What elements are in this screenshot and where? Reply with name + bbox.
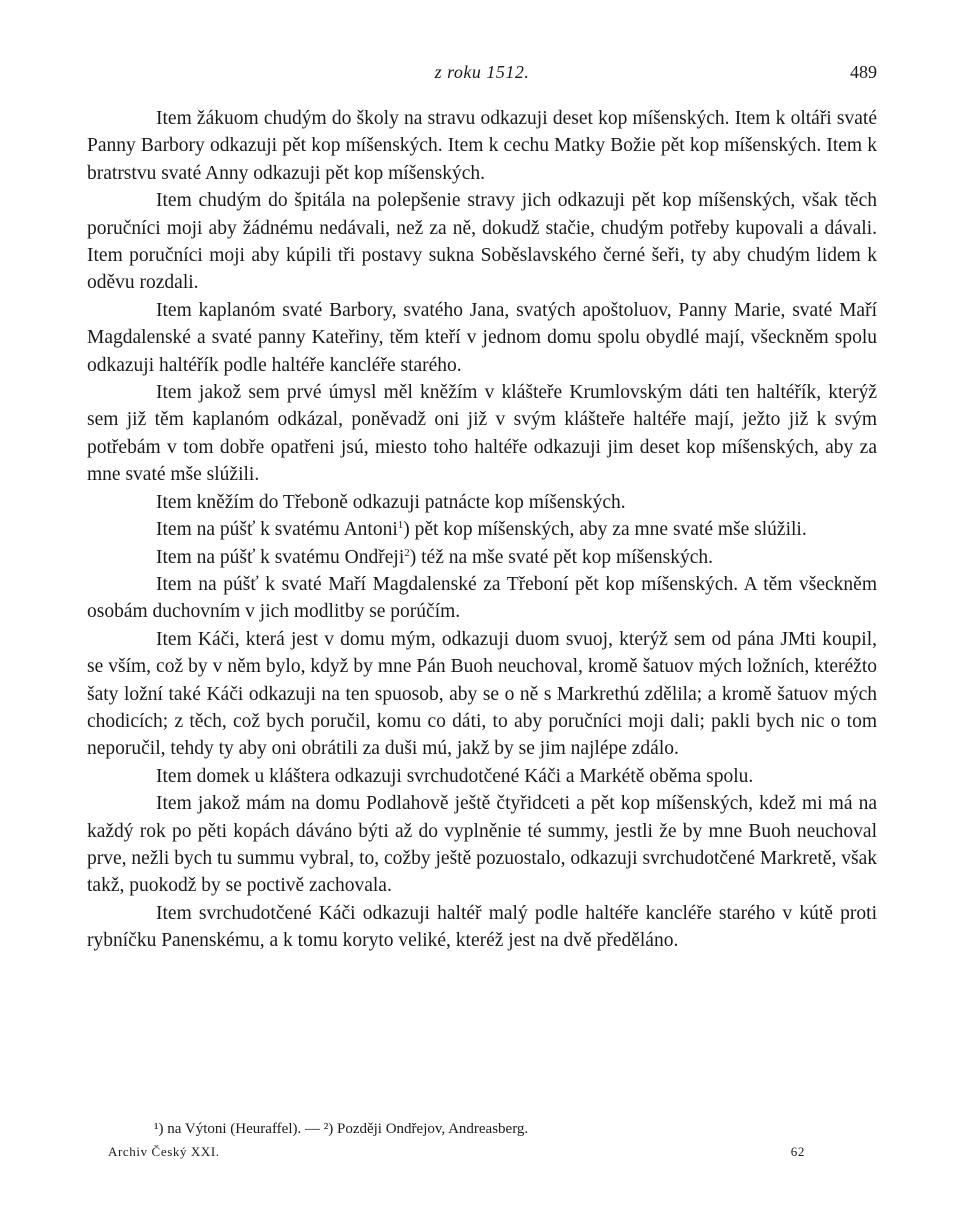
paragraph: Item na púšť k svaté Maří Magdalenské za Třeboní pět kop míšenských. A těm všeckněm osobám duchovním v jich modlitby se porúčím.	[87, 573, 877, 623]
page-footer	[108, 1144, 805, 1166]
page-header	[87, 62, 877, 88]
footnote-text: ) Později Ondřejov, Andreasberg.	[328, 1121, 529, 1137]
paragraph	[87, 544, 877, 571]
paragraph: Item domek u kláštera odkazuji svrchudotčené Káči a Markétě oběma spolu.	[156, 765, 754, 787]
signature-right: 62	[790, 1144, 805, 1159]
footnote-text: ) na Výtoni (Heuraffel). —	[158, 1121, 324, 1137]
paragraph: Item kněžím do Třeboně odkazuji patnácte kop míšenských.	[156, 491, 626, 513]
paragraph-text: Item na púšť k svatému Ondřeji	[156, 546, 405, 568]
paragraph: Item Káči, která jest v domu mým, odkazuji duom svuoj, kterýž sem od pána JMti koupil, se vším, což by v něm bylo, když by mne Pán Buoh neuchoval, kromě šatuov mých ložních, kteréžto šaty ložní také Káči odkazuji na ten spuosob, aby se o ně s Markrethú zdělila; a kromě šatuov mých chodicích; z těch, což bych poručil, komu co dáti, to aby poručníci moji dali; pakli bych nic o tom neporučil, tehdy ty aby oni obrátili za duši mú, jakž by se jim najlépe zdálo.	[87, 628, 877, 760]
body-text	[87, 105, 877, 955]
paragraph: Item jakož sem prvé úmysl měl kněžím v klášteře Krumlovským dáti ten haltéřík, kterýž sem již těm kaplanóm odkázal, poněvadž oni již v svým klášteře haltéře mají, ježto již k svým potřebám v tom dobře opatřeni jsú, miesto toho haltéře odkazuji jim deset kop míšenských, aby za mne svaté mše slúžili.	[87, 382, 877, 486]
page-number: 489	[850, 62, 877, 82]
footnote-reference: 1	[397, 519, 404, 532]
paragraph-text: ) pět kop míšenských, aby za mne svaté mše slúžili.	[403, 519, 807, 541]
signature-left: Archiv Český XXI.	[108, 1144, 220, 1159]
paragraph: Item kaplanóm svaté Barbory, svatého Jana, svatých apoštoluov, Panny Marie, svaté Maří Magdalenské a svaté panny Kateřiny, těm kteří v jednom domu spolu obydlé mají, všeckněm spolu odkazuji haltéřík podle haltéře kancléře starého.	[87, 299, 877, 376]
running-title: z roku 1512.	[434, 62, 530, 82]
footnote-reference: 2	[404, 546, 410, 559]
paragraph: Item chudým do špitála na polepšenie stravy jich odkazuji pět kop míšenských, však těch poručníci moji aby žádnému nedávali, než za ně, dokudž stačie, chudým potřeby kupovali a dávali. Item poručníci moji aby kúpili tři postavy sukna Soběslavského černé šeři, ty aby chudým lidem k oděvu rozdali.	[87, 190, 877, 294]
paragraph: Item jakož mám na domu Podlahově ještě čtyřidceti a pět kop míšenských, kdež mi má na každý rok po pěti kopách dáváno býti až do vyplněnie té summy, jestli že by mne Buoh neuchoval prve, nežli bych tu summu vybral, to, cožby ještě pozuostalo, odkazuji svrchudotčené Markretě, však takž, puokodž by se poctivě zachovala.	[87, 793, 877, 897]
footnote-mark: ¹	[154, 1121, 159, 1137]
paragraph: Item svrchudotčené Káči odkazuji haltéř malý podle haltéře kancléře starého v kútě proti rybníčku Panenskému, a k tomu koryto veliké, kteréž jest na dvě předěláno.	[87, 902, 877, 952]
paragraph-text: ) též na mše svaté pět kop míšenských.	[409, 546, 713, 568]
footnotes	[154, 1119, 877, 1139]
paragraph	[87, 516, 877, 543]
paragraph: Item žákuom chudým do školy na stravu odkazuji deset kop míšenských. Item k oltáři svaté Panny Barbory odkazuji pět kop míšenských. Item k cechu Matky Božie pět kop míšenských. Item k bratrstvu svaté Anny odkazuji pět kop míšenských.	[87, 108, 877, 184]
paragraph-text: Item na púšť k svatému Antoni	[156, 519, 398, 541]
footnote-mark: ²	[323, 1121, 329, 1137]
